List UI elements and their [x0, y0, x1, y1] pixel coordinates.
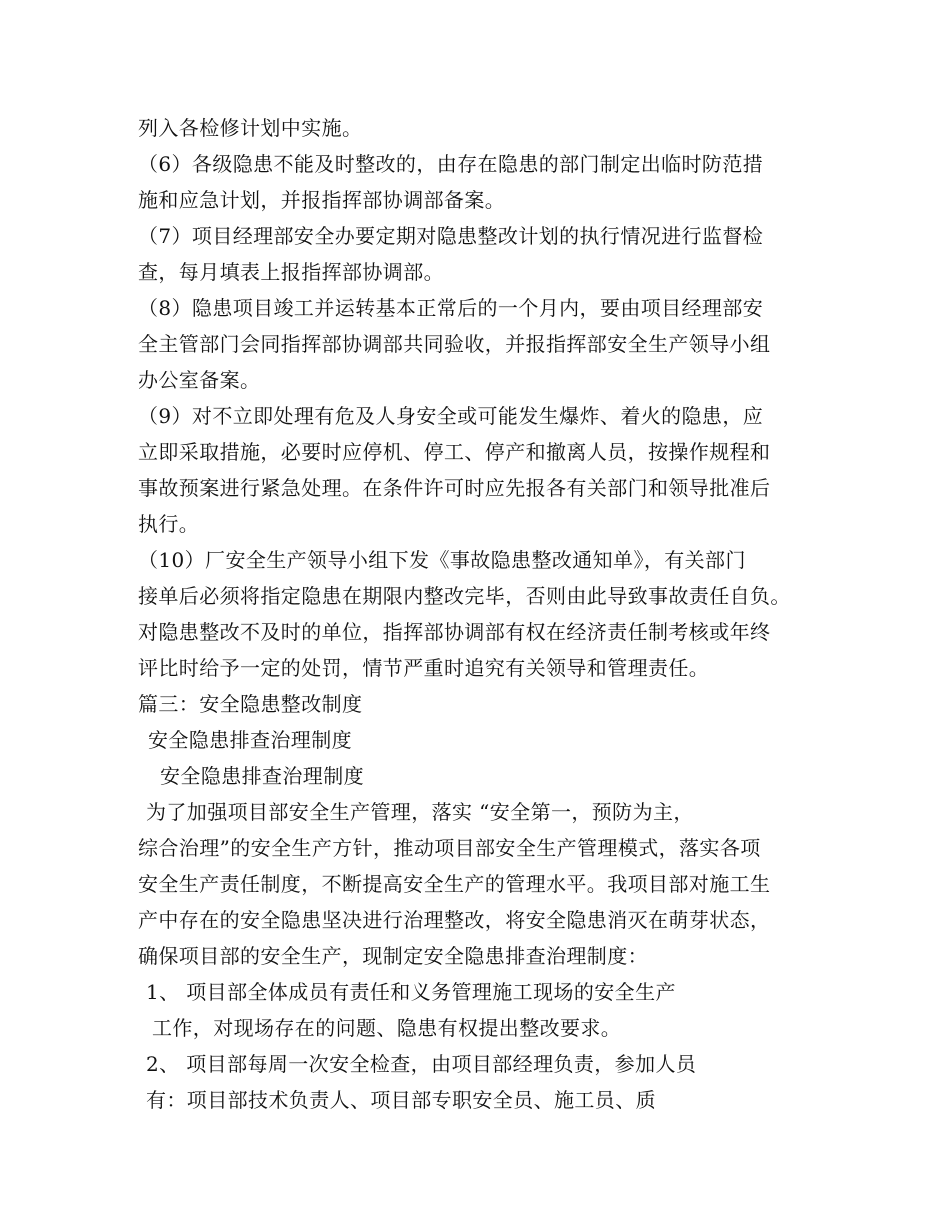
list-item-2: 2、 项目部每周一次安全检查，由项目部经理负责，参加人员: [146, 1052, 697, 1076]
list-item-1: 1、 项目部全体成员有责任和义务管理施工现场的安全生产: [146, 980, 676, 1004]
text-line-11: 事故预案进行紧急处理。在条件许可时应先报各有关部门和领导批准后: [138, 476, 771, 500]
section-subtitle: 安全隐患排查治理制度: [160, 764, 364, 788]
text-line-2: （6）各级隐患不能及时整改的，由存在隐患的部门制定出临时防范措: [138, 152, 764, 176]
text-line-14: 接单后必须将指定隐患在期限内整改完毕，否则由此导致事故责任自负。: [138, 584, 791, 608]
text-line-22: 安全生产责任制度，不断提高安全生产的管理水平。我项目部对施工生: [138, 872, 771, 896]
text-line-16: 评比时给予一定的处罚，情节严重时追究有关领导和管理责任。: [138, 656, 710, 680]
text-line-9: （9）对不立即处理有危及人身安全或可能发生爆炸、着火的隐患，应: [138, 404, 764, 428]
section-heading: 篇三：安全隐患整改制度: [138, 692, 363, 716]
text-line-15: 对隐患整改不及时的单位，指挥部协调部有权在经济责任制考核或年终: [138, 620, 771, 644]
text-line-6: （8）隐患项目竣工并运转基本正常后的一个月内，要由项目经理部安: [138, 296, 764, 320]
text-line-23: 产中存在的安全隐患坚决进行治理整改，将安全隐患消灭在萌芽状态，: [138, 908, 771, 932]
text-line-4: （7）项目经理部安全办要定期对隐患整改计划的执行情况进行监督检: [138, 224, 764, 248]
text-line-10: 立即采取措施，必要时应停机、停工、停产和撤离人员，按操作规程和: [138, 440, 771, 464]
list-item-1-continued: 工作，对现场存在的问题、隐患有权提出整改要求。: [152, 1016, 622, 1040]
text-line-21: 综合治理”的安全生产方针，推动项目部安全生产管理模式，落实各项: [138, 836, 761, 860]
text-line-1: 列入各检修计划中实施。: [138, 116, 363, 140]
text-line-3: 施和应急计划，并报指挥部协调部备案。: [138, 188, 506, 212]
text-line-7: 全主管部门会同指挥部协调部共同验收，并报指挥部安全生产领导小组: [138, 332, 771, 356]
text-line-20: 为了加强项目部安全生产管理，落实 “安全第一，预防为主，: [146, 800, 694, 824]
text-line-13: （10）厂安全生产领导小组下发《事故隐患整改通知单》，有关部门: [138, 548, 746, 572]
list-item-2-continued: 有：项目部技术负责人、项目部专职安全员、施工员、质: [146, 1088, 656, 1112]
text-line-12: 执行。: [138, 512, 200, 536]
text-line-5: 查，每月填表上报指挥部协调部。: [138, 260, 444, 284]
text-line-24: 确保项目部的安全生产，现制定安全隐患排查治理制度：: [138, 944, 648, 968]
section-title: 安全隐患排查治理制度: [148, 728, 352, 752]
text-line-8: 办公室备案。: [138, 368, 261, 392]
